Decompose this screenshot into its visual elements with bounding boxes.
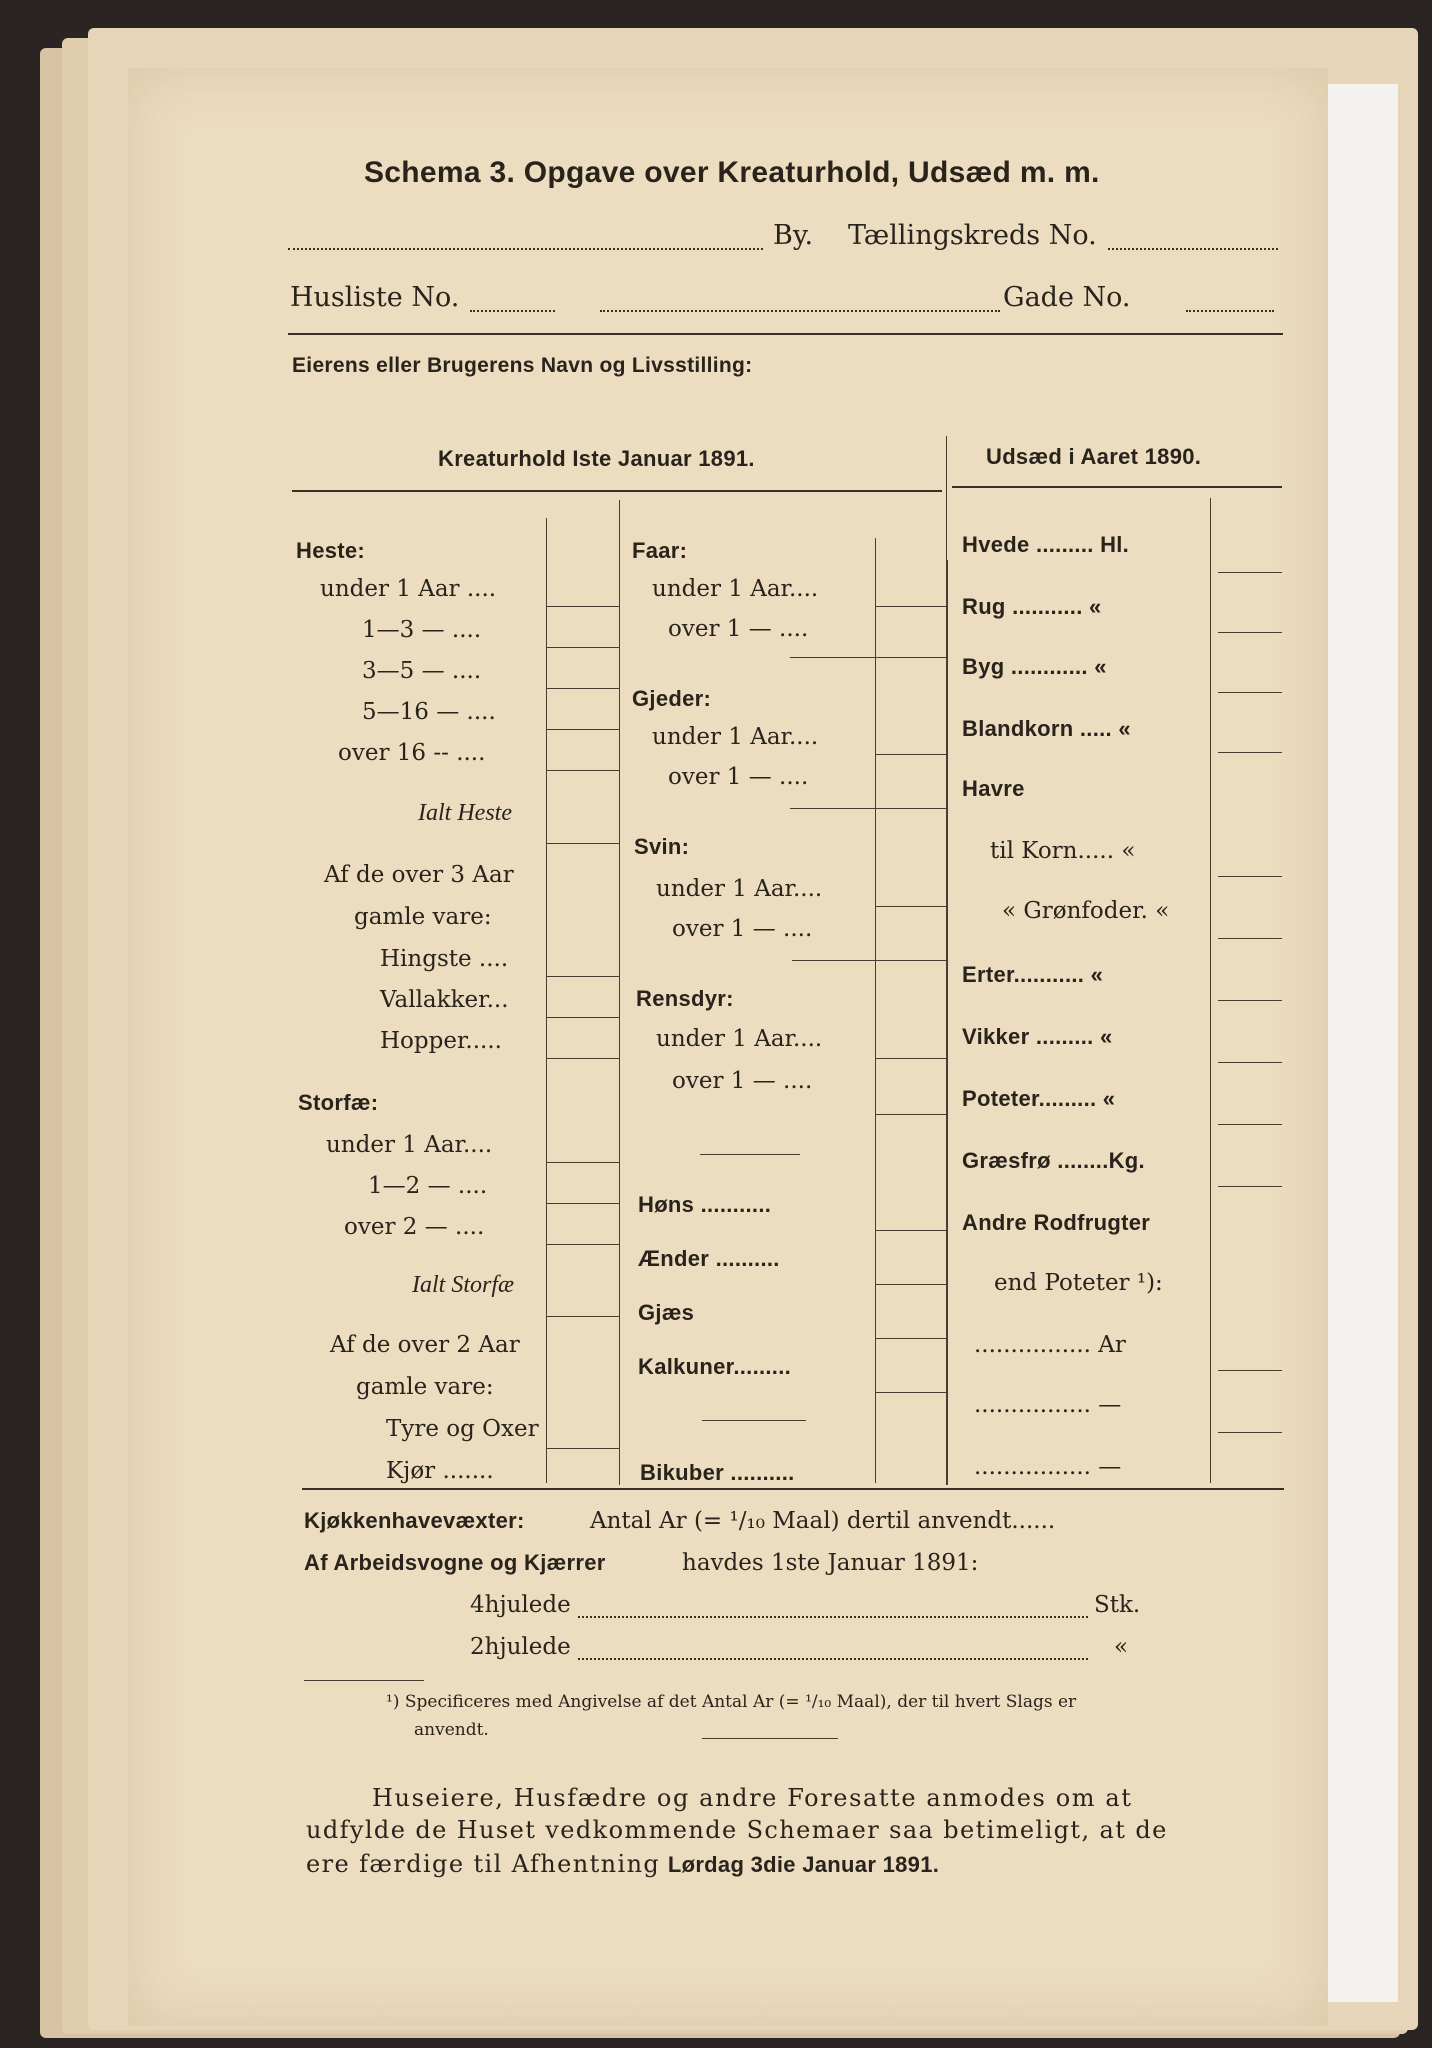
crop-row: Andre Rodfrugter: [962, 1210, 1151, 1235]
vehicles-label: Af Arbeidsvogne og Kjærrer: [304, 1550, 606, 1575]
col2-right-border: [946, 560, 948, 1485]
answer-line[interactable]: [546, 606, 619, 607]
by-field[interactable]: [288, 248, 763, 250]
two-wheel-label: 2hjulede: [470, 1634, 571, 1660]
form-title: Schema 3. Opgave over Kreaturhold, Udsæd m. m.: [364, 156, 1100, 189]
two-wheel-unit: «: [1114, 1634, 1129, 1660]
answer-line[interactable]: [1218, 1124, 1282, 1125]
answer-line[interactable]: [790, 657, 946, 658]
answer-line[interactable]: [1218, 572, 1282, 573]
four-wheel-unit: Stk.: [1094, 1592, 1141, 1618]
crop-row: ................ —: [974, 1392, 1122, 1418]
heste-title: Heste:: [296, 538, 366, 563]
crop-row: Hvede ......... Hl.: [962, 532, 1130, 557]
vehicles-text: havdes 1ste Januar 1891:: [682, 1550, 979, 1576]
fowl-row: Gjæs: [638, 1300, 695, 1325]
answer-line[interactable]: [1218, 632, 1282, 633]
gjeder-row: over 1 — ....: [668, 764, 809, 790]
storfae-sub-row: Kjør .......: [386, 1458, 494, 1484]
ialt-storfae: Ialt Storfæ: [412, 1272, 515, 1298]
answer-line[interactable]: [546, 1203, 619, 1204]
answer-line[interactable]: [875, 606, 946, 607]
answer-line[interactable]: [546, 770, 619, 771]
crop-row: Poteter......... «: [962, 1086, 1116, 1111]
heste-row: 5—16 — ....: [362, 699, 496, 725]
col3-answer-left: [1210, 498, 1211, 1483]
footnote-rule: [304, 1680, 424, 1681]
answer-line[interactable]: [875, 1230, 946, 1231]
gjeder-row: under 1 Aar....: [652, 724, 819, 750]
footnote-line: anvendt.: [414, 1720, 489, 1740]
storfae-sub-heading: gamle vare:: [356, 1374, 494, 1400]
heste-row: over 16 -- ....: [338, 740, 486, 766]
answer-line[interactable]: [546, 1162, 619, 1163]
crop-row: Blandkorn ..... «: [962, 716, 1131, 741]
answer-line[interactable]: [546, 1448, 619, 1449]
notice-text: ere færdige til Afhentning: [306, 1850, 661, 1878]
answer-line[interactable]: [1218, 752, 1282, 753]
crop-row: Vikker ......... «: [962, 1024, 1113, 1049]
answer-line[interactable]: [546, 647, 619, 648]
heste-row: 3—5 — ....: [362, 658, 482, 684]
crop-row: ................ —: [974, 1454, 1122, 1480]
answer-line[interactable]: [546, 729, 619, 730]
storfae-row: 1—2 — ....: [368, 1173, 488, 1199]
crop-row: Byg ............ «: [962, 654, 1107, 679]
fowl-row: Høns ...........: [638, 1192, 772, 1217]
answer-line[interactable]: [875, 906, 946, 907]
answer-line[interactable]: [792, 960, 946, 961]
blank-divider: [700, 1154, 800, 1155]
storfae-row: under 1 Aar....: [326, 1132, 493, 1158]
fowl-row: Ænder ..........: [638, 1246, 780, 1271]
notice-date: Lørdag 3die Januar 1891.: [667, 1852, 940, 1877]
answer-line[interactable]: [1218, 1062, 1282, 1063]
heste-row: 1—3 — ....: [362, 617, 482, 643]
answer-line[interactable]: [1218, 938, 1282, 939]
bikuber-row: Bikuber ..........: [640, 1460, 795, 1485]
notice-line: [306, 1850, 939, 1878]
answer-line[interactable]: [1218, 1186, 1282, 1187]
rensdyr-row: under 1 Aar....: [656, 1026, 823, 1052]
col1-right-border: [619, 500, 620, 1485]
faar-row: under 1 Aar....: [652, 576, 819, 602]
heste-sub-heading: Af de over 3 Aar: [324, 862, 514, 888]
heste-sub-row: Hingste ....: [380, 946, 509, 972]
crop-row: Erter........... «: [962, 962, 1104, 987]
answer-line[interactable]: [875, 754, 946, 755]
answer-line[interactable]: [546, 1017, 619, 1018]
answer-line[interactable]: [1218, 1432, 1282, 1433]
gade-label: Gade No.: [1003, 282, 1131, 313]
header-rule: [288, 333, 1283, 335]
svin-title: Svin:: [634, 834, 690, 859]
crop-row: end Poteter ¹):: [994, 1270, 1163, 1296]
answer-line[interactable]: [875, 1392, 946, 1393]
crops-header-rule: [952, 486, 1282, 488]
fowl-row: Kalkuner.........: [638, 1354, 792, 1379]
notice-rule: [702, 1738, 838, 1739]
by-label: By.: [773, 220, 814, 251]
answer-line[interactable]: [546, 843, 619, 844]
owner-label: Eierens eller Brugerens Navn og Livsstilling:: [292, 354, 753, 377]
storfae-row: over 2 — ....: [344, 1214, 485, 1240]
rensdyr-row: over 1 — ....: [672, 1068, 813, 1094]
answer-line[interactable]: [875, 1114, 946, 1115]
heste-sub-row: Vallakker...: [380, 987, 509, 1013]
two-wheel-field[interactable]: [578, 1658, 1088, 1660]
livestock-header: Kreaturhold Iste Januar 1891.: [438, 446, 755, 471]
answer-line[interactable]: [875, 1058, 946, 1059]
answer-line[interactable]: [546, 1244, 619, 1245]
blank-divider: [702, 1420, 806, 1421]
faar-row: over 1 — ....: [668, 616, 809, 642]
crop-row: « Grønfoder. «: [1002, 898, 1170, 924]
livestock-header-rule: [292, 490, 942, 492]
notice-line: udfylde de Huset vedkommende Schemaer saa betimeligt, at de: [306, 1816, 1168, 1844]
answer-line[interactable]: [546, 1058, 619, 1059]
crop-row: Græsfrø ........Kg.: [962, 1148, 1145, 1173]
crop-row: Rug ........... «: [962, 594, 1102, 619]
storfae-sub-heading: Af de over 2 Aar: [330, 1332, 520, 1358]
answer-line[interactable]: [546, 976, 619, 977]
heste-sub-row: Hopper.....: [380, 1028, 502, 1054]
kreds-field[interactable]: [1108, 248, 1278, 250]
crop-row: til Korn..... «: [990, 838, 1136, 864]
answer-line[interactable]: [1218, 692, 1282, 693]
gade-name-field[interactable]: [600, 310, 1000, 312]
table-bottom-rule: [302, 1488, 1284, 1490]
heste-row: under 1 Aar ....: [320, 576, 497, 602]
form-sheet: [128, 68, 1328, 2026]
faar-title: Faar:: [632, 538, 688, 563]
answer-line[interactable]: [546, 688, 619, 689]
heste-sub-heading: gamle vare:: [354, 904, 492, 930]
ialt-heste: Ialt Heste: [418, 800, 512, 826]
kreds-label: Tællingskreds No.: [848, 220, 1097, 251]
white-paper-strip: [1318, 84, 1398, 2002]
svin-row: over 1 — ....: [672, 916, 813, 942]
husliste-field[interactable]: [470, 310, 555, 312]
gade-field[interactable]: [1186, 310, 1274, 312]
header-divider: [946, 436, 947, 560]
four-wheel-label: 4hjulede: [470, 1592, 571, 1618]
col2-answer-left: [875, 538, 876, 1483]
answer-line[interactable]: [875, 1284, 946, 1285]
kitchen-label: Kjøkkenhavevæxter:: [304, 1508, 525, 1533]
crop-row: ................ Ar: [974, 1332, 1126, 1358]
crop-row: Havre: [962, 776, 1025, 801]
notice-line: Huseiere, Husfædre og andre Foresatte anmodes om at: [372, 1784, 1133, 1812]
answer-line[interactable]: [1218, 876, 1282, 877]
footnote-line: ¹) Specificeres med Angivelse af det Antal Ar (= ¹/₁₀ Maal), der til hvert Slags er: [386, 1692, 1077, 1712]
answer-line[interactable]: [875, 1338, 946, 1339]
answer-line[interactable]: [1218, 1370, 1282, 1371]
kitchen-text: Antal Ar (= ¹/₁₀ Maal) dertil anvendt......: [590, 1508, 1056, 1534]
answer-line[interactable]: [546, 1316, 619, 1317]
answer-line[interactable]: [1218, 1000, 1282, 1001]
storfae-title: Storfæ:: [298, 1090, 379, 1115]
husliste-label: Husliste No.: [290, 282, 460, 313]
gjeder-title: Gjeder:: [632, 686, 712, 711]
answer-line[interactable]: [790, 808, 946, 809]
col1-answer-left: [546, 518, 547, 1483]
crops-header: Udsæd i Aaret 1890.: [986, 444, 1202, 469]
svin-row: under 1 Aar....: [656, 876, 823, 902]
rensdyr-title: Rensdyr:: [636, 986, 734, 1011]
storfae-sub-row: Tyre og Oxer: [386, 1416, 539, 1442]
four-wheel-field[interactable]: [578, 1616, 1088, 1618]
